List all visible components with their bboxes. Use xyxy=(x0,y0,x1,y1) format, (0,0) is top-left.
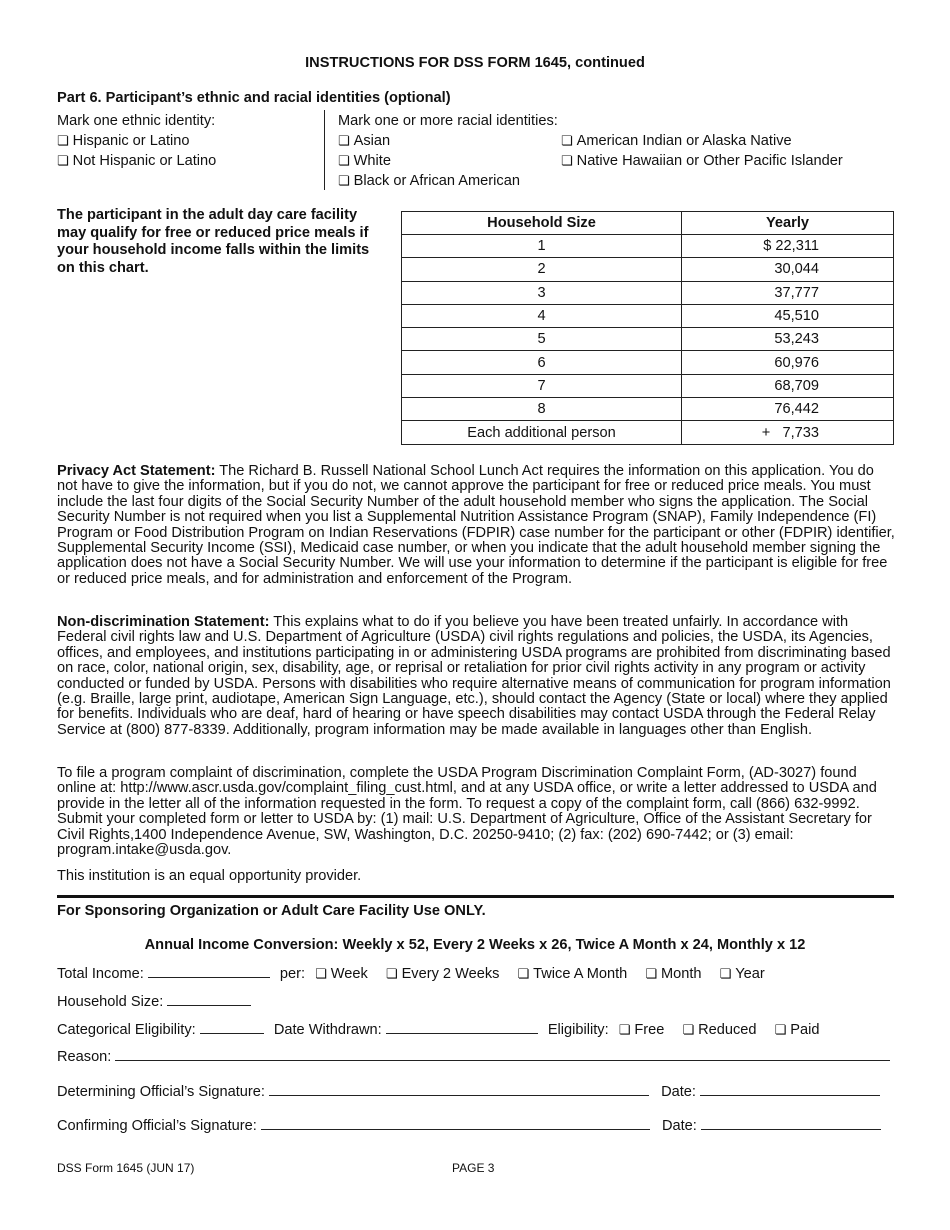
confirming-signature-field[interactable] xyxy=(261,1117,650,1130)
racial-group xyxy=(338,111,558,191)
determining-signature-field[interactable] xyxy=(269,1083,649,1096)
checkbox-every-2-weeks[interactable]: ❏ Every 2 Weeks xyxy=(386,966,500,982)
categorical-label: Categorical Eligibility: xyxy=(57,1022,196,1038)
household-size-field[interactable] xyxy=(167,993,251,1006)
date-label: Date: xyxy=(661,1084,696,1100)
section-rule xyxy=(57,895,894,898)
checkbox-paid[interactable]: ❏ Paid xyxy=(775,1022,820,1038)
nondiscrimination-statement xyxy=(57,615,897,738)
income-blurb: The participant in the adult day care facility may qualify for free or reduced price meals if your household income falls within the limits on this chart. xyxy=(57,207,370,276)
privacy-label: Privacy Act Statement: xyxy=(57,463,216,479)
date-withdrawn-field[interactable] xyxy=(386,1021,538,1034)
table-row xyxy=(402,351,894,374)
table-row xyxy=(402,258,894,281)
date-label: Date: xyxy=(661,1118,697,1134)
cell-yearly: 68,709 xyxy=(682,374,894,397)
divider xyxy=(324,110,325,190)
col-yearly: Yearly xyxy=(682,212,894,235)
checkbox-black[interactable]: ❏ Black or African American xyxy=(338,171,558,191)
cell-yearly: 76,442 xyxy=(682,398,894,421)
determining-row xyxy=(57,1083,880,1100)
per-label: per: xyxy=(279,966,306,982)
cell-size: Each additional person xyxy=(402,421,682,444)
complaint-text: To file a program complaint of discrimination, complete the USDA Program Discrimination Complaint Form, (AD-3027) found online at: http://www.ascr.usda.gov/complaint_filing_cust.html, and at any USDA office, or write a letter addressed to USDA and provide in the letter all of the information requested in the form. To request a copy of the complaint form, call (866) 632-9992. Submit your completed form or letter to USDA by: (1) mail: U.S. Department of Agriculture, Office of the Assistant Secretary for Civil Rights,1400 Independence Avenue, SW, Washington, D.C. 20250-9410; (2) fax: (202) 690-7442; or (3) email: program.intake@usda.gov. xyxy=(57,765,877,859)
cell-size: 6 xyxy=(402,351,682,374)
cell-size: 1 xyxy=(402,235,682,258)
categorical-field[interactable] xyxy=(200,1021,264,1034)
checkbox-asian[interactable]: ❏ Asian xyxy=(338,131,558,151)
cell-size: 8 xyxy=(402,398,682,421)
cell-size: 4 xyxy=(402,304,682,327)
checkbox-week[interactable]: ❏ Week xyxy=(315,966,368,982)
confirming-date-field[interactable] xyxy=(701,1117,881,1130)
privacy-text: The Richard B. Russell National School Lunch Act requires the information on this application. You do not have to give the information, but if you do not, we cannot approve the participant for free or reduced price meals. You must include the last four digits of the Social Security Number of the adult household member who signs the application. The Social Security Number is not required when you list a Supplemental Nutrition Assistance Program (SNAP), Family Independence (FI) Program or Food Distribution Program on Indian Reservations (FDPIR) case number for the participant or other (FDPIR) identifier, Supplemental Security Income (SSI), Medicaid case number, or when you indicate that the adult household member signing the application does not have a Social Security Number. We will use your information to determine if the participant is eligible for free or reduced price meals, and for administration and enforcement of the Program. xyxy=(57,463,895,587)
reason-field[interactable] xyxy=(115,1048,890,1061)
form-id: DSS Form 1645 (JUN 17) xyxy=(57,1161,195,1175)
total-income-field[interactable] xyxy=(148,965,270,978)
income-table xyxy=(401,211,894,445)
cell-yearly: + 7,733 xyxy=(682,421,894,444)
ethnic-prompt: Mark one ethnic identity: xyxy=(57,113,216,129)
determining-label: Determining Official’s Signature: xyxy=(57,1084,265,1100)
table-row xyxy=(402,281,894,304)
nondiscrimination-text: This explains what to do if you believe you have been treated unfairly. In accordance with Federal civil rights law and U.S. Department of Agriculture (USDA) civil rights regulations and policies, the USDA, its Agencies, offices, and employees, and institutions participating in or administering USDA programs are prohibited from discriminating based on race, color, national origin, sex, disability, age, or reprisal or retaliation for prior civil rights activity in any program or activity conducted or funded by USDA. Persons with disabilities who require alternative means of communication for program information (e.g. Braille, large print, audiotape, American Sign Language, etc.), should contact the Agency (State or local) where they applied for benefits. Individuals who are deaf, hard of hearing or have speech disabilities may contact USDA through the Federal Relay Service at (800) 877-8339. Additionally, program information may be made available in languages other than English. xyxy=(57,614,891,738)
table-row xyxy=(402,374,894,397)
table-row xyxy=(402,235,894,258)
total-income-row xyxy=(57,965,765,982)
total-income-label: Total Income: xyxy=(57,966,144,982)
table-row xyxy=(402,304,894,327)
income-conversion: Annual Income Conversion: Weekly x 52, Every 2 Weeks x 26, Twice A Month x 24, Monthly x 12 xyxy=(144,937,806,953)
page-title: INSTRUCTIONS FOR DSS FORM 1645, continued xyxy=(305,55,645,71)
date-withdrawn-label: Date Withdrawn: xyxy=(273,1022,382,1038)
checkbox-twice-a-month[interactable]: ❏ Twice A Month xyxy=(518,966,628,982)
checkbox-month[interactable]: ❏ Month xyxy=(645,966,701,982)
reason-row xyxy=(57,1048,890,1065)
eligibility-row xyxy=(57,1021,819,1038)
sponsor-heading: For Sponsoring Organization or Adult Care Facility Use ONLY. xyxy=(57,903,486,919)
ethnic-group xyxy=(57,111,216,171)
cell-yearly: 30,044 xyxy=(682,258,894,281)
cell-yearly: 60,976 xyxy=(682,351,894,374)
cell-yearly: 45,510 xyxy=(682,304,894,327)
checkbox-not-hispanic[interactable]: ❏ Not Hispanic or Latino xyxy=(57,151,216,171)
part6-heading: Part 6. Participant’s ethnic and racial identities (optional) xyxy=(57,90,451,106)
nondiscrimination-label: Non-discrimination Statement: xyxy=(57,614,270,630)
checkbox-year[interactable]: ❏ Year xyxy=(720,966,765,982)
cell-size: 7 xyxy=(402,374,682,397)
confirming-row xyxy=(57,1117,881,1134)
cell-yearly: 53,243 xyxy=(682,328,894,351)
page-number: PAGE 3 xyxy=(452,1161,495,1175)
cell-size: 3 xyxy=(402,281,682,304)
equal-opportunity: This institution is an equal opportunity provider. xyxy=(57,868,362,884)
cell-size: 5 xyxy=(402,328,682,351)
household-size-row xyxy=(57,993,251,1010)
checkbox-reduced[interactable]: ❏ Reduced xyxy=(682,1022,756,1038)
checkbox-white[interactable]: ❏ White xyxy=(338,151,558,171)
confirming-label: Confirming Official’s Signature: xyxy=(57,1118,257,1134)
eligibility-label: Eligibility: xyxy=(547,1022,609,1038)
reason-label: Reason: xyxy=(57,1049,112,1065)
cell-size: 2 xyxy=(402,258,682,281)
checkbox-free[interactable]: ❏ Free xyxy=(619,1022,665,1038)
cell-yearly: $ 22,311 xyxy=(682,235,894,258)
determining-date-field[interactable] xyxy=(700,1083,880,1096)
col-household-size: Household Size xyxy=(402,212,682,235)
racial-prompt: Mark one or more racial identities: xyxy=(338,113,558,129)
racial-group-2 xyxy=(561,131,843,171)
table-row xyxy=(402,398,894,421)
cell-yearly: 37,777 xyxy=(682,281,894,304)
privacy-statement xyxy=(57,464,897,587)
checkbox-native-hawaiian[interactable]: ❏ Native Hawaiian or Other Pacific Islander xyxy=(561,151,843,171)
table-row xyxy=(402,328,894,351)
household-size-label: Household Size: xyxy=(57,994,164,1010)
checkbox-american-indian[interactable]: ❏ American Indian or Alaska Native xyxy=(561,131,843,151)
table-row xyxy=(402,421,894,444)
checkbox-hispanic[interactable]: ❏ Hispanic or Latino xyxy=(57,131,216,151)
